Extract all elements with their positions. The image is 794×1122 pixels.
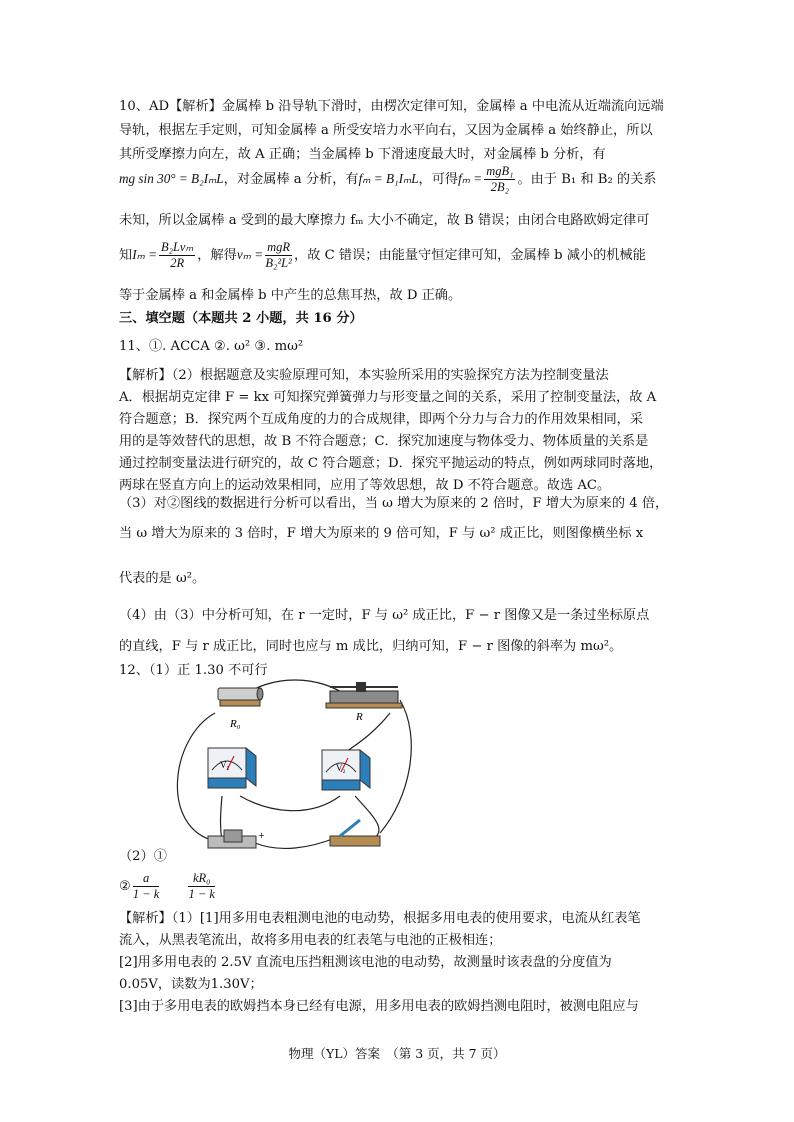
q12-fraction-2 [188,871,214,902]
q11-line-6: 两球在竖直方向上的运动效果相同，应用了等效思想，故 D 不符合题意。故选 AC。 [119,478,611,493]
resistor-r0-icon [218,688,263,706]
q10-eq-mg: mg sin 30° = B₂IₘL [119,171,224,186]
rheostat-icon [326,682,402,708]
q10-text: 知 [119,248,133,263]
q10-line-1: 10、AD【解析】金属棒 b 沿导轨下滑时，由楞次定律可知，金属棒 a 中电流从近端流向远端 [119,99,664,114]
fraction-num: mgR [267,240,291,254]
label-v2: V₂ [336,763,346,773]
q12-exp-3: [2]用多用电表的 2.5V 直流电压挡粗测该电池的电动势，故测量时该表盘的分度值为 [119,955,612,970]
q12-fractions [119,871,217,902]
circle-number: ② [119,879,131,894]
q11-answer: 11、①. ACCA ②. ω² ③. mω² [119,339,304,354]
q11-line-4: 用的是等效替代的思想，故 B 不符合题意；C．探究加速度与物体受力、物体质量的关系是 [119,434,649,449]
fraction-num: kR₀ [188,871,214,887]
q10-fraction [265,240,292,271]
label-r: R [356,711,363,723]
q12-exp-2: 流入，从黑表笔流出，故将多用电表的红表笔与电池的正极相连； [119,933,502,948]
label-v1: V₁ [220,760,230,770]
q10-fraction [484,164,515,195]
q11-line-9: 代表的是 ω²。 [119,571,206,586]
q11-line-1: 【解析】（2）根据题意及实验原理可知，本实验所采用的实验探究方法为控制变量法 [119,368,609,383]
q10-eq-lhs: vₘ = [236,247,264,262]
voltmeter-v1-icon [208,748,256,788]
q11-line-8: 当 ω 增大为原来的 3 倍时，F 增大为原来的 9 倍可知，F 与 ω² 成正比，则图像横坐标 x [119,526,644,541]
q10-text: ，可得 [418,172,459,187]
q11-line-2: A．根据胡克定律 F = kx 可知探究弹簧弹力与形变量之间的关系，采用了控制变量法，故 A [119,390,657,405]
fraction-den: 2R [170,256,185,270]
q10-line-2: 导轨，根据左手定则，可知金属棒 a 所受安培力水平向右，又因为金属棒 a 始终静止，所以 [119,123,653,138]
svg-text:+: + [258,831,265,840]
fraction-den: 1 − k [132,887,160,901]
q12-sub2: （2）① [119,849,167,864]
q10-line-5: 未知，所以金属棒 a 受到的最大摩擦力 fₘ 大小不确定，故 B 错误；由闭合电路欧姆定律可 [119,213,650,228]
q10-eq-fm: fₘ = B₁IₘL [358,171,419,186]
fraction-den: 1 − k [188,887,215,901]
q12-exp-4: 0.05V，读数为1.30V； [119,977,263,992]
fraction-den: B₂²L² [265,256,292,270]
fraction-den: 2B₂ [490,180,509,194]
q10-line-6 [119,240,646,271]
voltmeter-v2-icon [322,750,370,790]
q10-text: ，故 C 错误；由能量守恒定律可知，金属棒 b 减小的机械能 [294,248,646,263]
q12-exp-5: [3]由于多用电表的欧姆挡本身已经有电源，用多用电表的欧姆挡测电阻时，被测电阻应与 [119,999,639,1014]
q10-line-4 [119,164,657,195]
q10-eq-lhs: Iₘ = [132,247,157,262]
q10-line-3: 其所受摩擦力向左，故 A 正确；当金属棒 b 下滑速度最大时，对金属棒 b 分析，有 [119,147,606,162]
fraction-num: mgB₁ [486,164,514,178]
q12-fraction-1 [133,871,159,902]
q10-line-7: 等于金属棒 a 和金属棒 b 中产生的总焦耳热，故 D 正确。 [119,288,462,303]
fraction-num: B₂Lvₘ [161,240,194,254]
q10-text: ，对金属棒 a 分析，有 [223,172,359,187]
battery-icon [208,830,265,848]
page-footer: 物理（YL）答案 （第 3 页，共 7 页） [288,1046,506,1061]
label-r0: R₀ [230,718,241,730]
q11-line-10: （4）由（3）中分析可知，在 r 一定时，F 与 ω² 成正比，F − r 图像又是一条过坐标原点 [119,608,650,623]
q11-line-3: 符合题意；B．探究两个互成角度的力的合成规律，即两个分力与合力的作用效果相同，采 [119,412,643,427]
q11-line-11: 的直线，F 与 r 成正比，同时也应与 m 成比，归纳可知，F − r 图像的斜率为 mω²。 [119,639,623,654]
switch-icon [330,820,380,846]
q12-answer: 12、（1）正 1.30 不可行 [119,663,268,678]
q10-text: 。由于 B₁ 和 B₂ 的关系 [517,172,657,187]
q11-line-7: （3）对②图线的数据进行分析可以看出，当 ω 增大为原来的 2 倍时，F 增大为原来的 4 倍， [119,496,669,511]
circuit-diagram [160,678,430,860]
q12-exp-1: 【解析】（1）[1]用多用电表粗测电池的电动势，根据多用电表的使用要求，电流从红表笔 [119,911,641,926]
q10-text: ，解得 [197,248,237,263]
section-heading: 三、填空题（本题共 2 小题，共 16 分） [119,311,363,326]
fraction-num: a [133,871,159,887]
q11-line-5: 通过控制变量法进行研究的，故 C 符合题意；D．探究平抛运动的特点，例如两球同时落地， [119,456,663,471]
q10-fraction [159,240,195,271]
q10-eq-lhs: fₘ = [458,171,483,186]
